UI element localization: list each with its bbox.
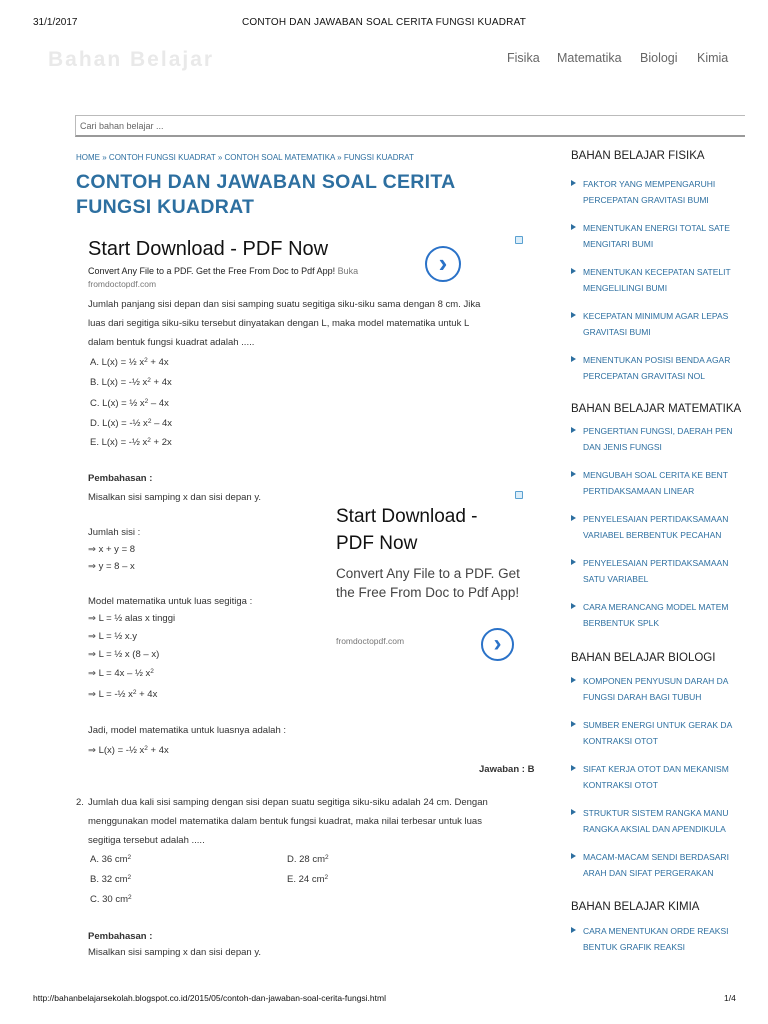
print-page-number: 1/4: [724, 993, 736, 1003]
bullet-icon: [571, 180, 576, 186]
print-url: http://bahanbelajarsekolah.blogspot.co.id/2015/05/contoh-dan-jawaban-soal-cerita-fungsi.html: [33, 993, 386, 1003]
sidebar-link-fisika-2[interactable]: MENENTUKAN ENERGI TOTAL SATE MENGITARI BUMI: [571, 220, 736, 260]
sidebar-link-biologi-3[interactable]: SIFAT KERJA OTOT DAN MEKANISM KONTRAKSI OTOT: [571, 761, 736, 801]
answer: Jawaban : B: [479, 764, 535, 775]
step-line: ⇒ y = 8 – x: [88, 561, 135, 572]
question-text: menggunakan model matematika dalam bentuk fungsi kuadrat, maka nilai terbesar untuk luas: [88, 816, 482, 827]
navbar: [0, 40, 768, 80]
print-date: 31/1/2017: [33, 17, 78, 28]
conclusion: Jadi, model matematika untuk luasnya adalah :: [88, 725, 287, 736]
sidebar-link-fisika-1[interactable]: FAKTOR YANG MEMPENGARUHI PERCEPATAN GRAVITASI BUMI: [571, 176, 736, 216]
option-a: A. L(x) = ½ $x^2 + 4x$: [90, 357, 169, 368]
question-number: 2.: [76, 797, 84, 808]
breadcrumb-fungsi-kuadrat[interactable]: FUNGSI KUADRAT: [343, 153, 414, 162]
option-d: D. L(x) = -½ $x^2 - 4x$: [90, 418, 173, 429]
breadcrumb-contoh-soal-matematika[interactable]: CONTOH SOAL MATEMATIKA: [224, 153, 335, 162]
step-intro: Misalkan sisi samping x dan sisi depan y.: [88, 947, 262, 958]
print-header: [0, 17, 768, 31]
sidebar-link-matematika-5[interactable]: CARA MERANCANG MODEL MATEM BERBENTUK SPLK: [571, 599, 736, 639]
print-title: CONTOH DAN JAWABAN SOAL CERITA FUNGSI KUADRAT: [241, 17, 527, 28]
step-line: ⇒ L = ½ x (8 – x): [88, 649, 160, 660]
sidebar-link-fisika-4[interactable]: KECEPATAN MINIMUM AGAR LEPAS GRAVITASI BUMI: [571, 308, 736, 348]
step-line: ⇒ x + y = 8: [88, 544, 136, 555]
pembahasan-label: Pembahasan :: [88, 473, 153, 484]
ad-domain: fromdoctopdf.com: [336, 636, 405, 646]
breadcrumb-home[interactable]: HOME: [76, 153, 100, 162]
nav-link-fisika[interactable]: Fisika: [507, 51, 540, 65]
option-d: D. 28 $cm^2$: [287, 854, 329, 865]
sidebar-heading-matematika: BAHAN BELAJAR MATEMATIKA: [571, 403, 742, 415]
step-intro: Misalkan sisi samping x dan sisi depan y.: [88, 492, 262, 503]
question-text: dalam bentuk fungsi kuadrat adalah .....: [88, 337, 255, 348]
nav-link-matematika[interactable]: Matematika: [557, 51, 622, 65]
sidebar-link-fisika-5[interactable]: MENENTUKAN POSISI BENDA AGAR PERCEPATAN GRAVITASI NOL: [571, 352, 736, 392]
ad-description-text: Convert Any File to a PDF. Get the Free From Doc to Pdf App!: [88, 266, 336, 276]
ad-open-link[interactable]: Buka: [337, 266, 359, 276]
bullet-icon: [571, 677, 576, 683]
sidebar-link-fisika-3[interactable]: MENENTUKAN KECEPATAN SATELIT MENGELILINGI BUMI: [571, 264, 736, 304]
chevron-right-icon[interactable]: ›: [481, 628, 514, 661]
chevron-right-icon[interactable]: ›: [425, 246, 461, 282]
final-step: ⇒ L(x) = -½ $x^2 + 4x$: [88, 745, 169, 756]
option-a: A. 36 $cm^2$: [90, 854, 132, 865]
bullet-icon: [571, 312, 576, 318]
pembahasan-label: Pembahasan :: [88, 931, 153, 942]
bullet-icon: [571, 721, 576, 727]
option-c: C. 30 $cm^2$: [90, 894, 132, 905]
bullet-icon: [571, 427, 576, 433]
site-brand[interactable]: Bahan Belajar: [48, 48, 215, 71]
breadcrumb-separator: »: [102, 153, 107, 162]
bullet-icon: [571, 356, 576, 362]
model-label: Model matematika untuk luas segitiga :: [88, 596, 253, 607]
option-e: E. 24 $cm^2$: [287, 874, 329, 885]
bullet-icon: [571, 559, 576, 565]
sidebar-heading-fisika: BAHAN BELAJAR FISIKA: [571, 150, 705, 162]
breadcrumb-separator: »: [337, 153, 342, 162]
step-line: ⇒ L = 4x – ½ $x^2$: [88, 668, 154, 679]
ad-choices-icon[interactable]: [515, 236, 523, 244]
sidebar-heading-biologi: BAHAN BELAJAR BIOLOGI: [571, 652, 716, 664]
bullet-icon: [571, 603, 576, 609]
sidebar-link-matematika-2[interactable]: MENGUBAH SOAL CERITA KE BENT PERTIDAKSAMAAN LINEAR: [571, 467, 736, 507]
sidebar-heading-kimia: BAHAN BELAJAR KIMIA: [571, 901, 700, 913]
option-e: E. L(x) = -½ $x^2 + 2x$: [90, 437, 172, 448]
bullet-icon: [571, 809, 576, 815]
sidebar-link-biologi-4[interactable]: STRUKTUR SISTEM RANGKA MANU RANGKA AKSIAL DAN APENDIKULA: [571, 805, 736, 845]
ad-choices-icon[interactable]: [515, 491, 523, 499]
ad-domain: fromdoctopdf.com: [88, 279, 157, 289]
bullet-icon: [571, 853, 576, 859]
ad-title[interactable]: Start Download - PDF Now: [88, 238, 329, 260]
jumlah-label: Jumlah sisi :: [88, 527, 141, 538]
bullet-icon: [571, 927, 576, 933]
bullet-icon: [571, 224, 576, 230]
option-b: B. 32 $cm^2$: [90, 874, 132, 885]
option-c: C. L(x) = ½ $x^2 - 4x$: [90, 398, 169, 409]
search-box: [75, 115, 745, 137]
sidebar-link-matematika-3[interactable]: PENYELESAIAN PERTIDAKSAMAAN VARIABEL BERBENTUK PECAHAN: [571, 511, 736, 551]
breadcrumb-contoh-fungsi-kuadrat[interactable]: CONTOH FUNGSI KUADRAT: [108, 153, 216, 162]
question-text: Jumlah dua kali sisi samping dengan sisi depan suatu segitiga siku-siku adalah 24 cm. Dengan: [88, 797, 488, 808]
question-text: Jumlah panjang sisi depan dan sisi samping suatu segitiga siku-siku sama dengan 8 cm. Jika: [88, 299, 481, 310]
bullet-icon: [571, 471, 576, 477]
ad-description: Convert Any File to a PDF. Get the Free From Doc to Pdf App!: [336, 566, 520, 600]
post-title: CONTOH DAN JAWABAN SOAL CERITA FUNGSI KUADRAT: [76, 171, 455, 218]
nav-link-biologi[interactable]: Biologi: [640, 51, 678, 65]
question-text: luas dari segitiga siku-siku tersebut dinyatakan dengan L, maka model matematika untuk L: [88, 318, 470, 329]
sidebar-link-biologi-1[interactable]: KOMPONEN PENYUSUN DARAH DA FUNGSI DARAH BAGI TUBUH: [571, 673, 736, 713]
step-line: ⇒ L = ½ x.y: [88, 631, 138, 642]
breadcrumb: [76, 153, 414, 162]
sidebar-link-biologi-2[interactable]: SUMBER ENERGI UNTUK GERAK DA KONTRAKSI OTOT: [571, 717, 736, 757]
sidebar-link-biologi-5[interactable]: MACAM-MACAM SENDI BERDASARI ARAH DAN SIFAT PERGERAKAN: [571, 849, 736, 889]
step-line: ⇒ L = ½ alas x tinggi: [88, 613, 176, 624]
search-input[interactable]: [76, 117, 745, 136]
sidebar-link-kimia-1[interactable]: CARA MENENTUKAN ORDE REAKSI BENTUK GRAFIK REAKSI: [571, 923, 736, 963]
step-line: ⇒ L = -½ $x^2 + 4x$: [88, 689, 158, 700]
sidebar-link-matematika-4[interactable]: PENYELESAIAN PERTIDAKSAMAAN SATU VARIABEL: [571, 555, 736, 595]
breadcrumb-separator: »: [217, 153, 223, 162]
nav-link-kimia[interactable]: Kimia: [697, 51, 729, 65]
bullet-icon: [571, 515, 576, 521]
option-b: B. L(x) = -½ $x^2 + 4x$: [90, 377, 172, 388]
bullet-icon: [571, 765, 576, 771]
bullet-icon: [571, 268, 576, 274]
question-text: segitiga tersebut adalah .....: [88, 835, 205, 846]
ad-description: [88, 266, 428, 276]
sidebar-link-matematika-1[interactable]: PENGERTIAN FUNGSI, DAERAH PEN DAN JENIS FUNGSI: [571, 423, 736, 463]
ad-title[interactable]: Start Download - PDF Now: [336, 506, 478, 554]
